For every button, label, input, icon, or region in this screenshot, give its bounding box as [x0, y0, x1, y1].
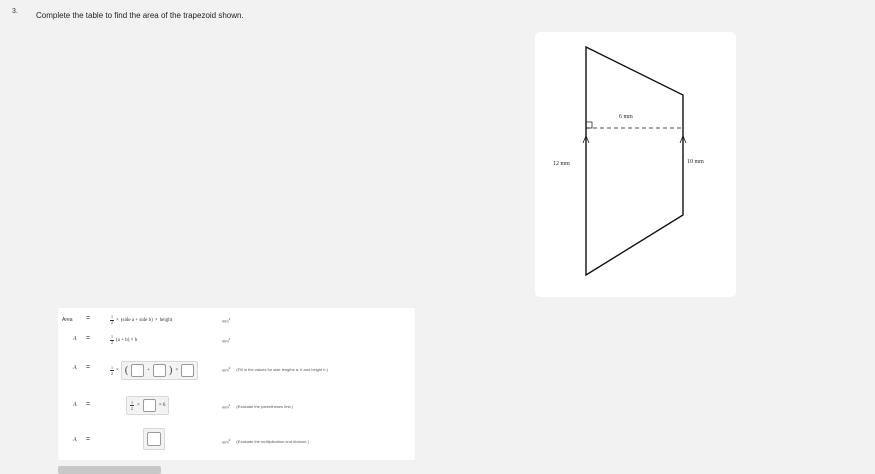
- a-label: A: [73, 437, 77, 443]
- equals-sign: =: [86, 436, 91, 443]
- equals-sign: =: [86, 401, 91, 408]
- equals-sign: =: [86, 315, 91, 322]
- result-input-group: [143, 428, 165, 450]
- unit-label: $mm^2$: [222, 317, 231, 324]
- instruction-note: (Evaluate the multiplication and division.): [236, 439, 309, 445]
- table-row-substitute: A = $\frac{1}{2}$ × ( + ) × $mm^2$ (Fill in the values for side lengths a, b and height h.): [58, 361, 415, 381]
- fraction-half: $\frac{1}{2}$: [111, 314, 113, 325]
- unit-label: $mm^2$: [222, 337, 231, 344]
- a-label: A: [73, 365, 77, 371]
- fraction-half: $\frac{1}{2}$: [131, 399, 133, 411]
- label-side-b: 10 mm: [687, 159, 704, 165]
- trapezoid-figure-card: [535, 32, 736, 297]
- fraction-half: $\frac{1}{2}$: [111, 334, 113, 345]
- question-number: 3.: [12, 8, 18, 15]
- a-label: A: [73, 336, 77, 342]
- parentheses-input-group: $\frac{1}{2}$ × × 6: [126, 396, 169, 415]
- table-row-result: [58, 433, 415, 453]
- unit-label: $mm^2$ (Evaluate the parentheses first.): [222, 403, 294, 410]
- equals-sign: =: [86, 364, 91, 371]
- sum-sides-text: (side a + side b): [120, 317, 153, 323]
- instruction-note: (Evaluate the parentheses first.): [236, 404, 294, 410]
- sum-input[interactable]: [143, 399, 156, 412]
- substitute-input-group: ( + ) ×: [121, 361, 198, 380]
- instruction-note: (Fill in the values for side lengths a, b and height h.): [236, 367, 328, 373]
- area-label: Area: [62, 317, 73, 323]
- question-prompt: Complete the table to find the area of the trapezoid shown.: [36, 11, 244, 20]
- side-b-input[interactable]: [153, 364, 166, 377]
- table-row-formula: Area = $\frac{1}{2}$ × (side a + side b) × height $mm^2$: [62, 314, 231, 325]
- unit-label: $mm^2$ (Fill in the values for side lengths a, b and height h.): [222, 366, 328, 373]
- table-row-symbols: [58, 333, 415, 353]
- area-result-input[interactable]: [147, 432, 161, 446]
- unit-label: $mm^2$ (Evaluate the multiplication and division.): [222, 438, 309, 445]
- equals-sign: =: [86, 335, 91, 342]
- height-text: height: [159, 317, 173, 323]
- side-a-input[interactable]: [131, 364, 144, 377]
- area-table: [58, 308, 415, 460]
- symbol-expression: (a + b) × h: [116, 337, 138, 343]
- submit-button[interactable]: [58, 466, 161, 474]
- height-input[interactable]: [181, 364, 194, 377]
- trapezoid-diagram: [535, 32, 736, 297]
- label-side-a: 12 mm: [553, 161, 570, 167]
- fraction-half: $\frac{1}{2}$: [111, 364, 113, 376]
- table-row-parentheses: [58, 398, 415, 418]
- a-label: A: [73, 402, 77, 408]
- label-height: 6 mm: [619, 114, 633, 120]
